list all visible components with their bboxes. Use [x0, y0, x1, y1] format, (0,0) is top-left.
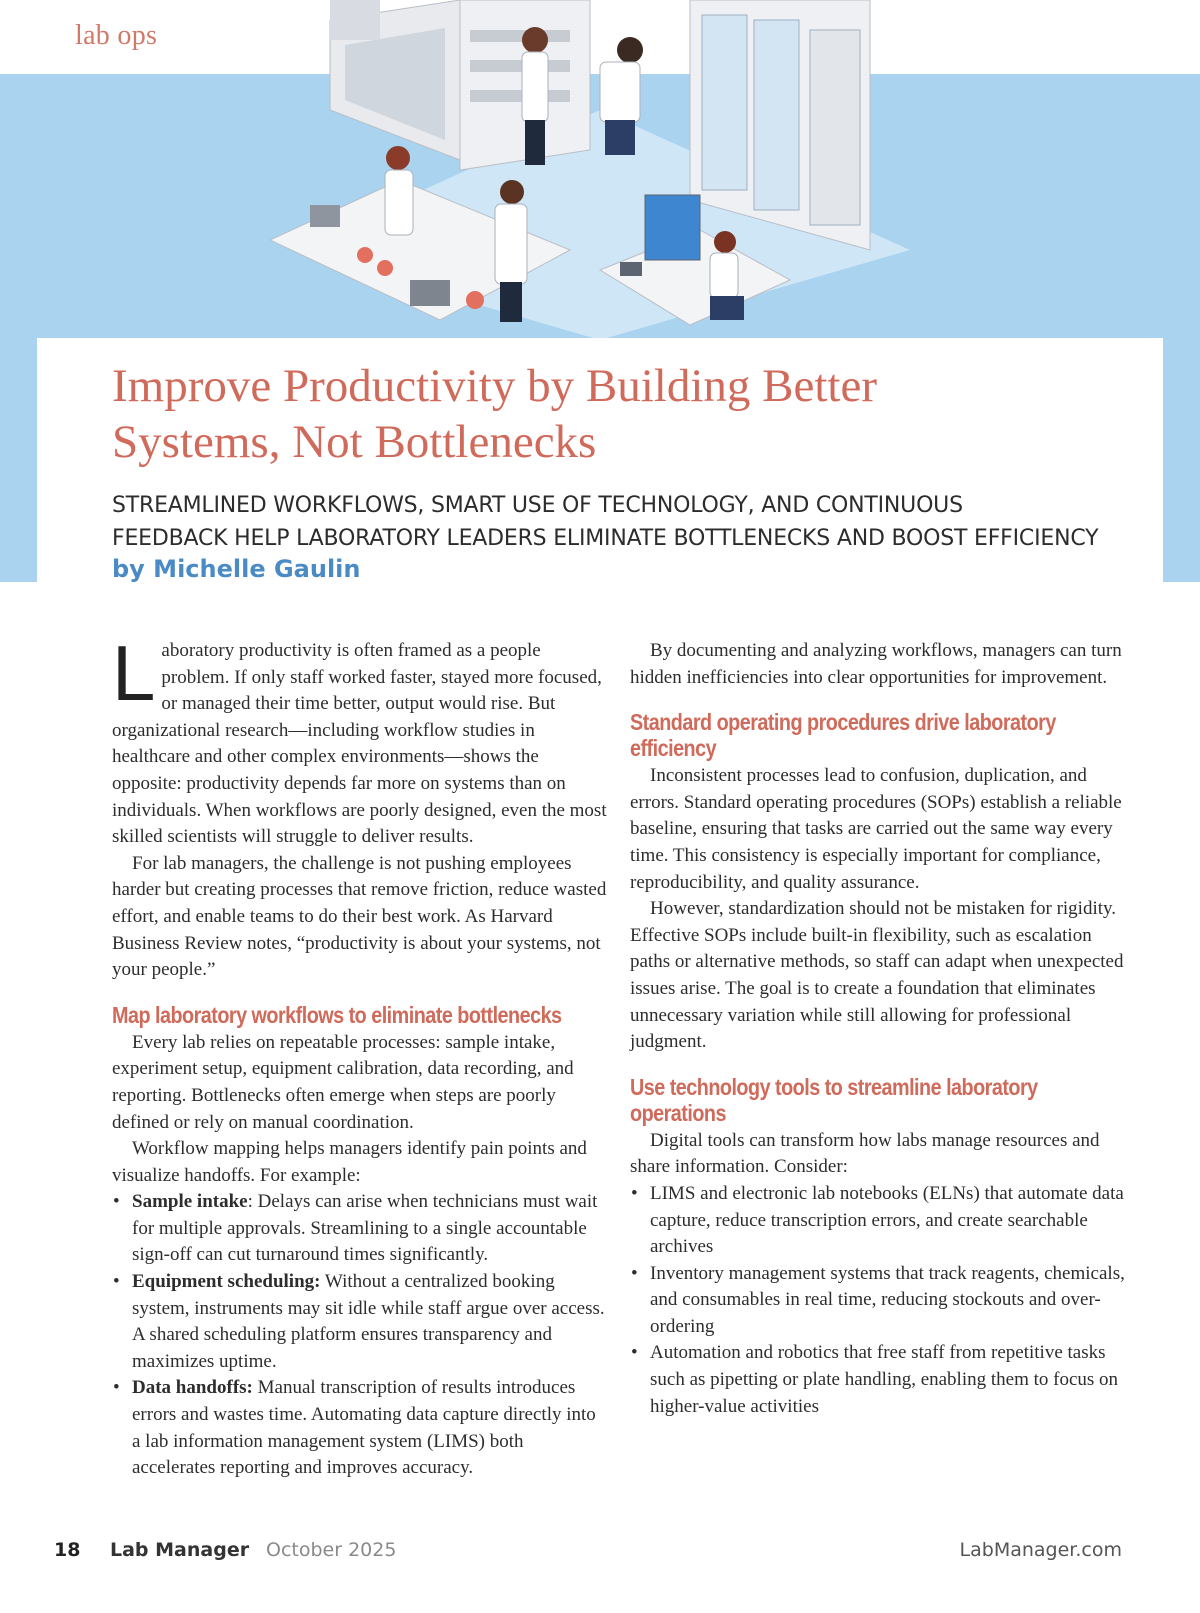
issue-date: October 2025 — [266, 1539, 397, 1561]
section-heading: Standard operating procedures drive laboratory efficiency — [630, 709, 1056, 762]
list-item: • LIMS and electronic lab notebooks (ELNs) that automate data capture, reduce transcription errors, and create searchable archives — [630, 1181, 1128, 1261]
drop-cap: L — [112, 629, 156, 717]
body-paragraph: Digital tools can transform how labs manage resources and share information. Consider: — [630, 1129, 1100, 1178]
list-item — [112, 1375, 607, 1481]
list-item: • Inventory management systems that track reagents, chemicals, and consumables in real time, reducing stockouts and over-ordering — [630, 1261, 1128, 1341]
body-paragraph: However, standardization should not be mistaken for rigidity. Effective SOPs include built-in flexibility, such as escalation paths or alternative methods, so staff can adapt when unexpected issues arise. The goal is to create a foundation that eliminates unnecessary variation while still allowing for professional judgment. — [630, 898, 1124, 1053]
bullet-text: Without a centralized booking system, instruments may sit idle while staff argue over access. A shared scheduling platform ensures transparency and maximizes uptime. — [132, 1271, 605, 1372]
section-tag: lab ops — [75, 20, 158, 51]
bullet-term: Data handoffs: — [132, 1377, 253, 1399]
bullet-list — [112, 1189, 607, 1482]
body-paragraph — [112, 629, 607, 851]
title-line: Systems, Not Bottlenecks — [112, 416, 597, 468]
dek-line: STREAMLINED WORKFLOWS, SMART USE OF TECHNOLOGY, AND CONTINUOUS — [112, 493, 963, 518]
bullet-term: Equipment scheduling: — [132, 1271, 321, 1293]
bullet-text: Manual transcription of results introduces errors and wastes time. Automating data capture directly into a lab information management system (LIMS) both accelerates reporting and improves accuracy. — [132, 1377, 596, 1479]
left-column — [112, 629, 607, 1482]
bullet-text: : Delays can arise when technicians must wait for multiple approvals. Streamlining to a single accountable sign-off can cut turnaround times significantly. — [132, 1191, 598, 1266]
list-item — [112, 1269, 607, 1375]
body-paragraph: By documenting and analyzing workflows, managers can turn hidden inefficiencies into clear opportunities for improvement. — [630, 640, 1122, 688]
dek-line: FEEDBACK HELP LABORATORY LEADERS ELIMINATE BOTTLENECKS AND BOOST EFFICIENCY — [112, 526, 1099, 551]
list-item: • Automation and robotics that free staff from repetitive tasks such as pipetting or plate handling, enabling them to focus on higher-value activities — [630, 1340, 1128, 1420]
article-title — [112, 358, 1112, 470]
bullet-list — [630, 1181, 1128, 1420]
title-line: Improve Productivity by Building Better — [112, 360, 877, 412]
section-heading: Use technology tools to streamline laboratory operations — [630, 1073, 1038, 1126]
page-footer — [0, 1539, 1200, 1569]
section-heading: Map laboratory workflows to eliminate bottlenecks — [112, 1001, 562, 1028]
body-paragraph: Inconsistent processes lead to confusion, duplication, and errors. Standard operating procedures (SOPs) establish a reliable baseline, ensuring that tasks are carried out the same way every time. This consistency is especially important for compliance, reproducibility, and quality assurance. — [630, 765, 1122, 893]
article-dek — [112, 489, 1172, 555]
magazine-name: Lab Manager — [110, 1539, 250, 1561]
bullet-term: Sample intake — [132, 1191, 248, 1213]
byline: by Michelle Gaulin — [112, 555, 361, 583]
paragraph-text: aboratory productivity is often framed as a people problem. If only staff worked faster, stayed more focused, or managed their time better, output would rise. But organizational research—including workflow studies in healthcare and other complex environments—shows the opposite: productivity depends far more on systems than on individuals. When workflows are poorly designed, even the most skilled scientists will struggle to deliver results. — [112, 640, 607, 848]
lab-illustration — [270, 0, 930, 340]
body-paragraph: Every lab relies on repeatable processes: sample intake, experiment setup, equipment calibration, data recording, and reporting. Bottlenecks often emerge when steps are poorly defined or rely on manual coordination. — [112, 1031, 574, 1133]
list-item — [112, 1189, 607, 1269]
body-paragraph: Workflow mapping helps managers identify pain points and visualize handoffs. For example: — [112, 1138, 587, 1186]
body-paragraph: For lab managers, the challenge is not pushing employees harder but creating processes that remove friction, reduce wasted effort, and enable teams to do their best work. As Harvard Business Review notes, “productivity is about your systems, not your people.” — [112, 852, 607, 981]
website-url[interactable]: LabManager.com — [959, 1539, 1122, 1561]
right-column — [630, 638, 1128, 1420]
page-number: 18 — [54, 1539, 81, 1561]
